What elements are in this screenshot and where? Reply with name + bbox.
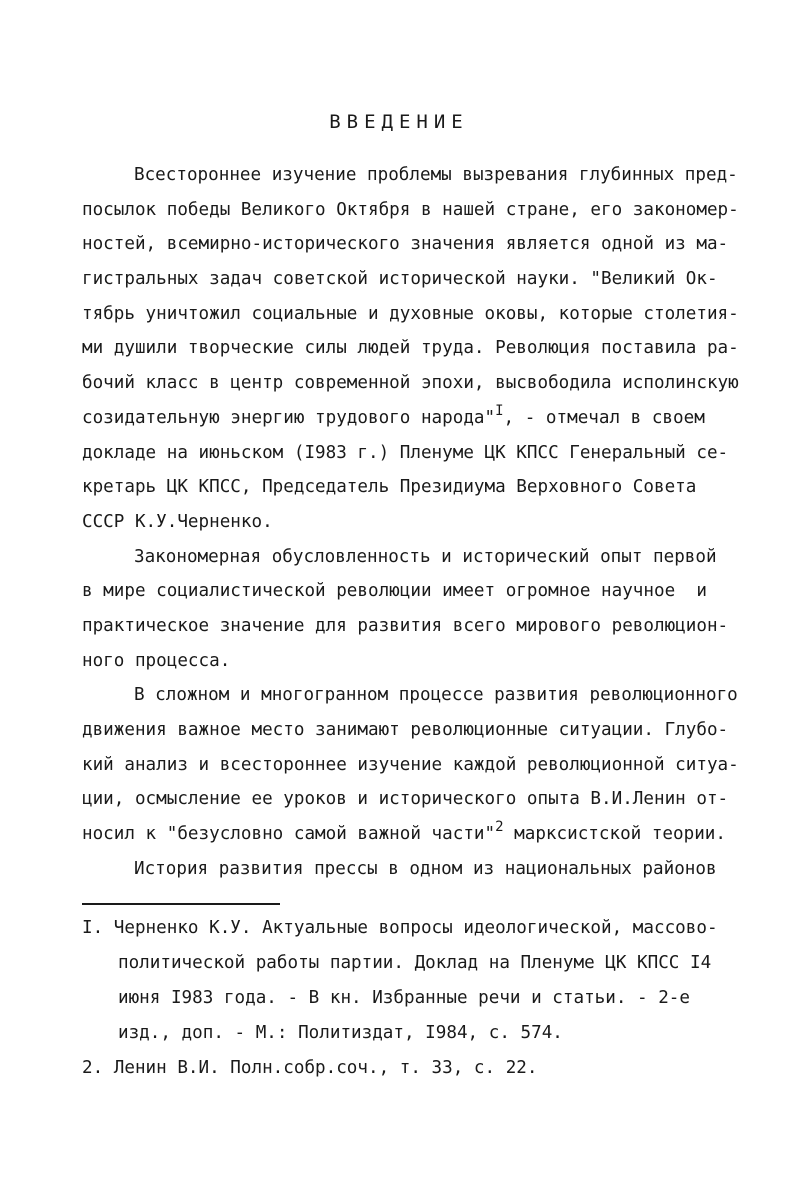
paragraph-1-line-9: докладе на июньском (I983 г.) Пленуме ЦК КПСС Генеральный се-: [82, 442, 729, 463]
paragraph-1-line-4: гистральных задач советской исторической науки. "Великий Ок-: [82, 269, 718, 290]
paragraph-3-line-3: кий анализ и всестороннее изучение каждой революционной ситуа-: [82, 754, 739, 775]
paragraph-1-line-8-text: созидательную энергию трудового народа": [82, 407, 496, 428]
paragraph-1-line-8-tail: , - отмечал в своем: [503, 407, 705, 428]
footnote-2-line-1: 2. Ленин В.И. Полн.собр.соч., т. 33, с. 22.: [82, 1058, 538, 1078]
paragraph-1-line-7: бочий класс в центр современной эпохи, высвободила исполинскую: [82, 373, 739, 394]
footnotes: [82, 911, 742, 1086]
paragraph-1-line-3: ностей, всемирно-исторического значения является одной из ма-: [82, 234, 729, 255]
paragraph-3-line-2: движения важное место занимают революционные ситуации. Глубо-: [82, 720, 729, 740]
footnote-ref-2: 2: [495, 819, 504, 836]
paragraph-1-line-1: Всестороннее изучение проблемы вызревания глубинных пред-: [134, 165, 738, 185]
paragraph-3-line-5-text: носил к "безусловно самой важной части": [82, 824, 496, 845]
paragraph-4-line-1: История развития прессы в одном из национальных районов: [134, 858, 717, 879]
paragraph-1-line-11: СССР К.У.Черненко.: [82, 511, 273, 532]
paragraph-1-line-10: кретарь ЦК КПСС, Председатель Президиума Верховного Совета: [82, 477, 697, 498]
footnote-1-line-4: изд., доп. - М.: Политиздат, I984, с. 574.: [118, 1023, 563, 1043]
footnote-1-line-2: политической работы партии. Доклад на Пленуме ЦК КПСС I4: [118, 953, 712, 973]
paragraph-2-line-1: Закономерная обусловленность и исторический опыт первой: [134, 546, 717, 567]
footnote-1-line-3: июня I983 года. - В кн. Избранные речи и статьи. - 2-е: [118, 988, 690, 1008]
footnote-ref-1: I: [495, 402, 504, 419]
paragraph-3-line-5-tail: марксистской теории.: [503, 824, 726, 845]
paragraph-1-line-2: посылок победы Великого Октября в нашей стране, его закономер-: [82, 199, 739, 220]
paragraph-1-line-6: ми душили творческие силы людей труда. Революция поставила ра-: [82, 338, 739, 359]
footnote-separator: [82, 903, 280, 905]
paragraph-3-line-4: ции, осмысление ее уроков и исторического опыта В.И.Ленин от-: [82, 789, 729, 810]
main-text: [82, 158, 742, 886]
paragraph-2-line-4: ного процесса.: [82, 650, 231, 671]
page-title: ВВЕДЕНИЕ: [329, 111, 469, 133]
paragraph-1-line-5: тябрь уничтожил социальные и духовные оковы, которые столетия-: [82, 303, 739, 324]
paragraph-2-line-3: практическое значение для развития всего мирового революцион-: [82, 615, 729, 636]
paragraph-3-line-1: В сложном и многогранном процессе развития революционного: [134, 685, 738, 706]
footnote-1-line-1: I. Черненко К.У. Актуальные вопросы идеологической, массово-: [82, 918, 718, 938]
paragraph-1-line-8: [82, 401, 742, 436]
paragraph-2-line-2: в мире социалистической революции имеет огромное научное и: [82, 581, 707, 602]
paragraph-3-line-5: [82, 817, 742, 852]
